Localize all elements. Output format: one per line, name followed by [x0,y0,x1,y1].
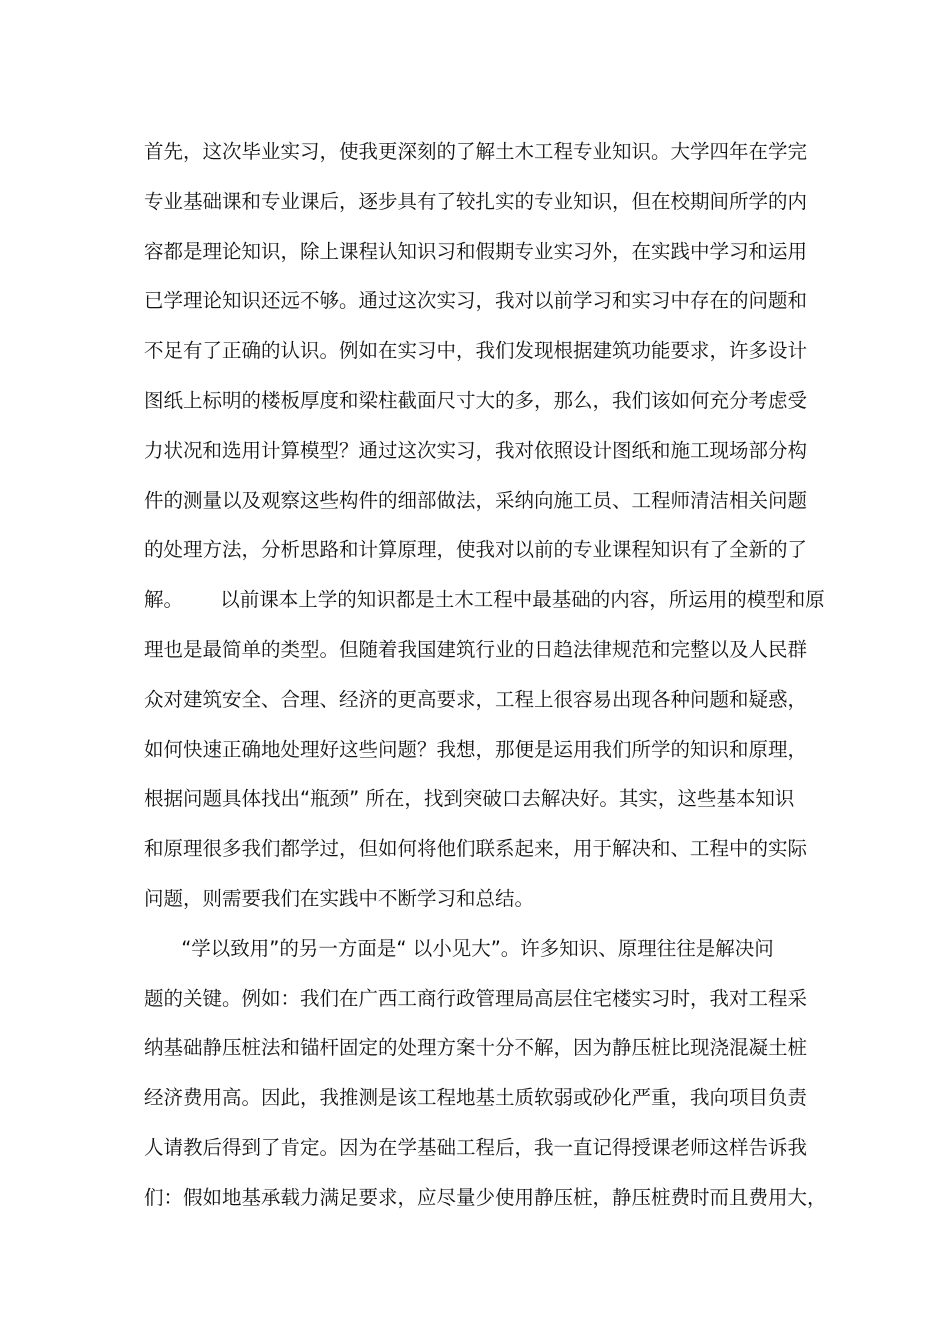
text-line: 经济费用高。因此，我推测是该工程地基土质软弱或砂化严重，我向项目负责 [144,1086,808,1110]
text-line: “学以致用”的另一方面是“ 以小见大”。许多知识、原理往往是解决问 [144,936,774,960]
text-line: 问题，则需要我们在实践中不断学习和总结。 [144,886,535,910]
text-line: 根据问题具体找出“瓶颈” 所在，找到突破口去解决好。其实，这些基本知识 [144,787,795,811]
text-line: 人请教后得到了肯定。因为在学基础工程后，我一直记得授课老师这样告诉我 [144,1135,808,1159]
text-line: 力状况和选用计算模型？通过这次实习，我对依照设计图纸和施工现场部分构 [144,438,808,462]
text-line: 和原理很多我们都学过，但如何将他们联系起来，用于解决和、工程中的实际 [144,837,808,861]
text-line: 如何快速正确地处理好这些问题？我想，那便是运用我们所学的知识和原理， [144,737,808,761]
body-text [144,127,827,1223]
text-line: 题的关键。例如：我们在广西工商行政管理局高层住宅楼实习时，我对工程采 [144,986,808,1010]
text-line: 专业基础课和专业课后，逐步具有了较扎实的专业知识，但在校期间所学的内 [144,189,808,213]
text-line: 理也是最简单的类型。但随着我国建筑行业的日趋法律规范和完整以及人民群 [144,637,808,661]
text-line: 纳基础静压桩法和锚杆固定的处理方案十分不解，因为静压桩比现浇混凝土桩 [144,1036,808,1060]
text-line: 图纸上标明的楼板厚度和梁柱截面尺寸大的多，那么，我们该如何充分考虑受 [144,388,808,412]
text-line: 件的测量以及观察这些构件的细部做法，采纳向施工员、工程师清洁相关问题 [144,488,808,512]
text-line: 首先，这次毕业实习，使我更深刻的了解土木工程专业知识。大学四年在学完 [144,140,808,163]
text-line: 们：假如地基承载力满足要求，应尽量少使用静压桩，静压桩费时而且费用大， [144,1185,827,1209]
text-line: 已学理论知识还远不够。通过这次实习，我对以前学习和实习中存在的问题和 [144,289,808,313]
text-line: 众对建筑安全、合理、经济的更高要求，工程上很容易出现各种问题和疑惑， [144,687,808,711]
text-line: 的处理方法，分析思路和计算原理，使我对以前的专业课程知识有了全新的了 [144,538,808,562]
text-line: 容都是理论知识，除上课程认知识习和假期专业实习外，在实践中学习和运用 [144,239,808,263]
text-line: 不足有了正确的认识。例如在实习中，我们发现根据建筑功能要求，许多设计 [144,339,808,363]
text-line: 解。 以前课本上学的知识都是土木工程中最基础的内容，所运用的模型和原 [144,588,825,612]
